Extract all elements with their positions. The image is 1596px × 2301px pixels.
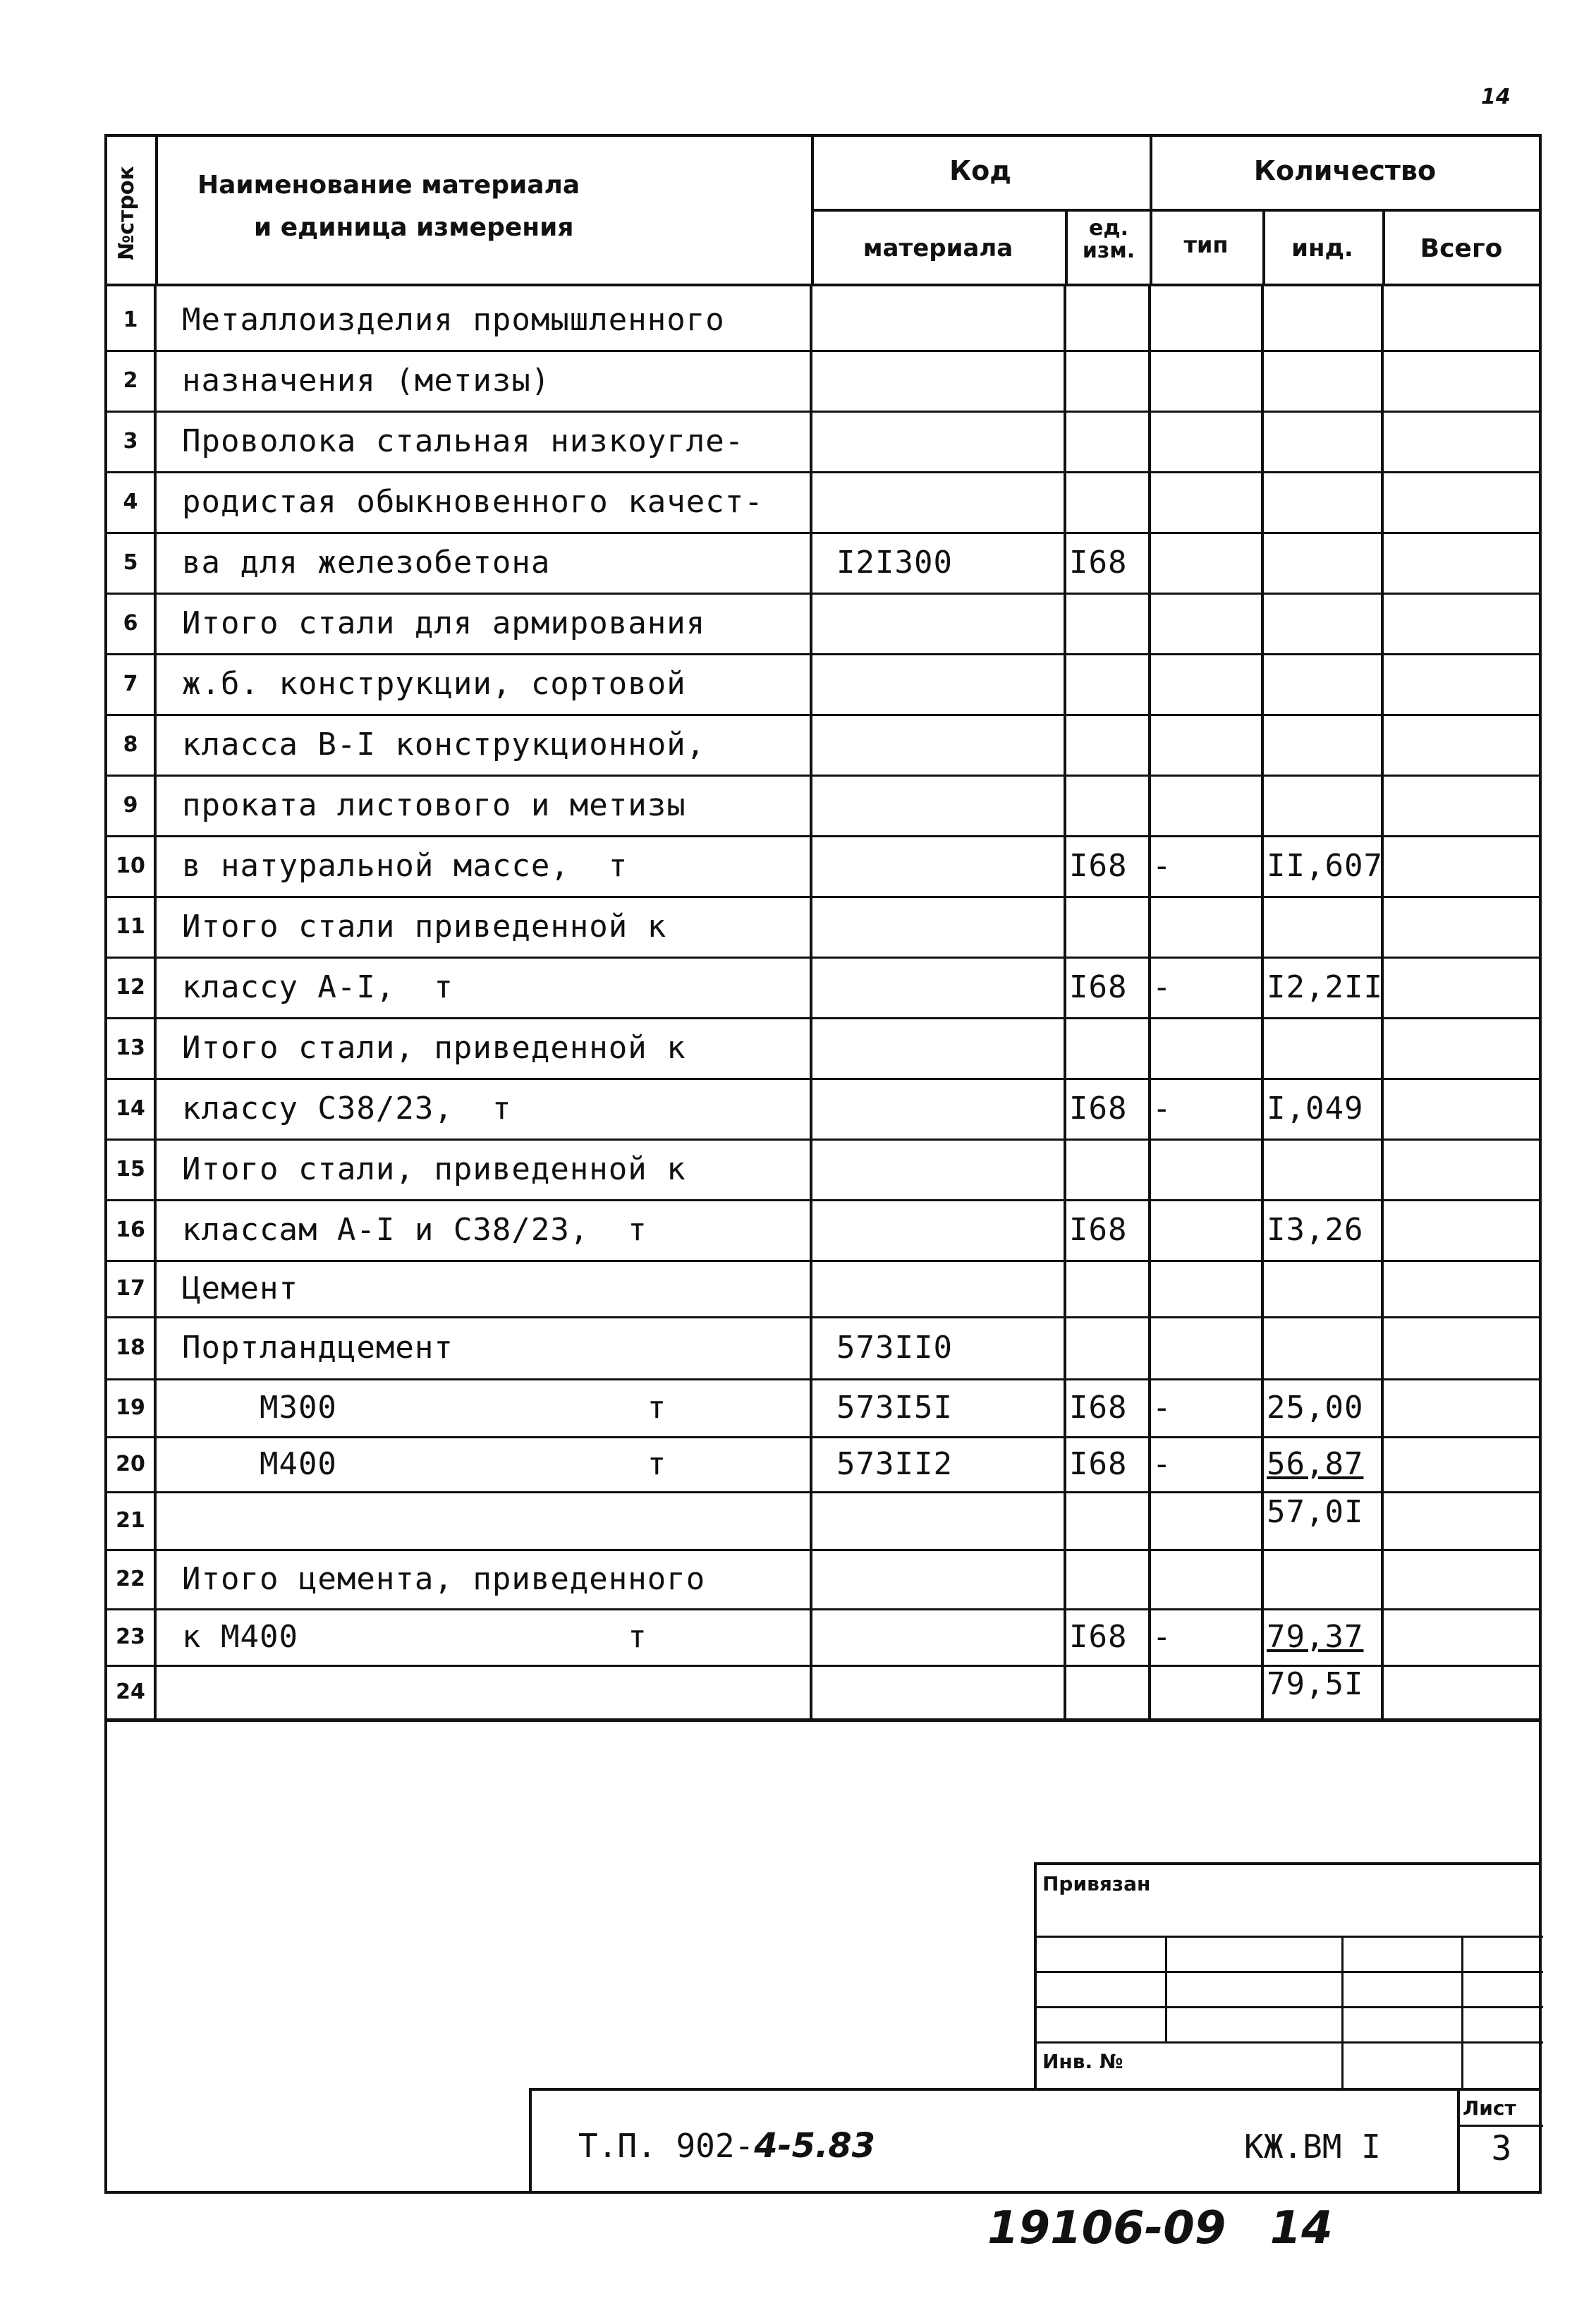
material-code [811, 653, 1090, 714]
document-number [578, 2126, 875, 2166]
material-code [811, 1199, 1090, 1260]
quantity-type [1150, 1017, 1265, 1078]
quantity-type [1150, 593, 1265, 653]
quantity-type [1150, 714, 1265, 775]
table-row [106, 1199, 1540, 1262]
material-name: Итого цемента, приведенного [182, 1560, 706, 1597]
quantity-type [1150, 350, 1265, 411]
table-row [106, 471, 1540, 534]
material-code [811, 1260, 1090, 1316]
quantity-type [1150, 1139, 1265, 1199]
quantity-type [1150, 471, 1265, 532]
table-row [106, 1436, 1540, 1493]
table-row [106, 1078, 1540, 1141]
material-name: Итого стали, приведенной к [182, 1150, 686, 1187]
unit-code [1065, 1665, 1154, 1718]
unit-code [1065, 1491, 1154, 1549]
table-row [106, 1017, 1540, 1080]
archive-number-main: 19106-09 [987, 2202, 1226, 2254]
table-row [106, 289, 1540, 352]
quantity-ind [1262, 1139, 1387, 1199]
quantity-total [1382, 775, 1560, 835]
quantity-ind: 57,0I [1267, 1494, 1364, 1530]
material-code [811, 1017, 1090, 1078]
quantity-type: - [1152, 1389, 1172, 1426]
quantity-type: - [1152, 847, 1172, 884]
table-row [106, 1260, 1540, 1318]
quantity-ind: 79,37 [1267, 1618, 1364, 1655]
row-number: 15 [116, 1156, 145, 1182]
table-row [106, 957, 1540, 1019]
quantity-type [1150, 1491, 1265, 1549]
quantity-ind [1262, 896, 1387, 957]
row-number: 21 [116, 1507, 145, 1533]
material-code [811, 835, 1090, 896]
unit-code [1065, 1316, 1154, 1378]
table-row [106, 411, 1540, 473]
quantity-ind [1262, 411, 1387, 471]
unit-code [1065, 289, 1154, 350]
quantity-ind [1262, 471, 1387, 532]
material-name [162, 1491, 831, 1549]
table-row [106, 835, 1540, 898]
row-number: 13 [116, 1035, 145, 1060]
row-number: 22 [116, 1566, 145, 1591]
table-row [106, 653, 1540, 716]
material-code [811, 1078, 1090, 1139]
row-number: 5 [123, 550, 138, 575]
material-code [811, 289, 1090, 350]
document-number-handwritten: 4-5.83 [754, 2126, 875, 2166]
quantity-type [1150, 653, 1265, 714]
quantity-total [1382, 896, 1560, 957]
row-number: 8 [123, 731, 138, 757]
row-number: 24 [116, 1679, 145, 1704]
name-header-line1: Наименование материала [197, 171, 580, 200]
quantity-total [1382, 289, 1560, 350]
quantity-ind [1262, 1316, 1387, 1378]
quantity-ind [1262, 653, 1387, 714]
quantity-total [1382, 350, 1560, 411]
quantity-total [1382, 1608, 1560, 1665]
material-name: Итого стали приведенной к [182, 908, 667, 945]
table-row [106, 714, 1540, 777]
table-row [106, 1608, 1540, 1667]
material-code [811, 471, 1090, 532]
row-number: 7 [123, 671, 138, 696]
unit-code [1065, 411, 1154, 471]
archive-page: 14 [1269, 2202, 1333, 2254]
quantity-type [1150, 1665, 1265, 1718]
quantity-type [1150, 896, 1265, 957]
material-code [811, 775, 1090, 835]
material-name: классу С38/23, т [182, 1090, 512, 1127]
quantity-ind [1262, 1017, 1387, 1078]
row-number: 19 [116, 1395, 145, 1420]
unit-code [1065, 714, 1154, 775]
quantity-total [1382, 835, 1560, 896]
code-material-header: материала [863, 234, 1013, 262]
row-number: 16 [116, 1217, 145, 1242]
unit-code [1065, 896, 1154, 957]
quantity-ind [1262, 593, 1387, 653]
material-code [811, 411, 1090, 471]
material-name: Итого стали, приведенной к [182, 1029, 686, 1066]
quantity-type: - [1152, 1618, 1172, 1655]
material-name: проката листового и метизы [182, 787, 686, 823]
quantity-ind [1262, 714, 1387, 775]
unit-code [1065, 653, 1154, 714]
document-number-print: Т.П. 902- [578, 2127, 755, 2165]
name-header-line2: и единица измерения [254, 213, 574, 242]
quantity-type [1150, 1199, 1265, 1260]
material-code: 573II2 [836, 1445, 953, 1482]
quantity-total [1382, 714, 1560, 775]
sheet-label: Лист [1463, 2096, 1516, 2120]
table-row [106, 775, 1540, 837]
table-row [106, 896, 1540, 959]
row-number: 9 [123, 792, 138, 818]
material-code [811, 593, 1090, 653]
title-block-main [529, 2088, 1540, 2191]
quantity-type [1150, 775, 1265, 835]
quantity-total [1382, 1316, 1560, 1378]
quantity-total [1382, 1078, 1560, 1139]
quantity-total [1382, 1491, 1560, 1549]
quantity-total [1382, 1665, 1560, 1718]
material-code: I2I300 [836, 544, 953, 581]
quantity-total-header: Всего [1420, 234, 1503, 263]
unit-code [1065, 350, 1154, 411]
row-number: 3 [123, 428, 138, 454]
quantity-ind [1262, 775, 1387, 835]
code-unit-header: ед. изм. [1082, 216, 1135, 263]
quantity-total [1382, 411, 1560, 471]
unit-code [1065, 1549, 1154, 1608]
quantity-total [1382, 1549, 1560, 1608]
quantity-type [1150, 289, 1265, 350]
quantity-type [1150, 411, 1265, 471]
quantity-type [1150, 1260, 1265, 1316]
quantity-total [1382, 1199, 1560, 1260]
row-number: 23 [116, 1624, 145, 1649]
corner-mark: 14 [1481, 85, 1511, 109]
material-code: 573I5I [836, 1389, 953, 1426]
quantity-total [1382, 1436, 1560, 1491]
drawing-code: КЖ.ВМ I [1244, 2127, 1381, 2166]
quantity-type: - [1152, 1090, 1172, 1127]
quantity-ind: 79,5I [1267, 1666, 1364, 1702]
row-number: 12 [116, 974, 145, 1000]
quantity-ind: 25,00 [1267, 1389, 1364, 1426]
quantity-group-header: Количество [1253, 155, 1437, 186]
material-name: Итого стали для армирования [182, 605, 706, 641]
unit-code [1065, 593, 1154, 653]
row-number: 1 [123, 307, 138, 332]
material-name: назначения (метизы) [182, 362, 551, 399]
quantity-type-header: тип [1183, 231, 1229, 258]
material-name: Портландцемент [182, 1329, 453, 1366]
material-name: М300 т [182, 1389, 667, 1426]
archive-number [987, 2202, 1333, 2254]
material-code [811, 350, 1090, 411]
quantity-ind-header: инд. [1291, 234, 1353, 262]
unit-code [1065, 775, 1154, 835]
table-bottom-border [104, 2191, 1542, 2194]
inventory-number-label: Инв. № [1042, 2050, 1123, 2073]
material-name: ва для железобетона [182, 544, 551, 581]
row-number: 18 [116, 1335, 145, 1360]
row-number: 11 [116, 913, 145, 939]
unit-code [1065, 1260, 1154, 1316]
quantity-total [1382, 1378, 1560, 1436]
unit-code: I68 [1069, 1090, 1128, 1127]
table-row [106, 1316, 1540, 1380]
material-name: класса В-I конструкционной, [182, 726, 706, 763]
quantity-type [1150, 1316, 1265, 1378]
quantity-ind [1262, 350, 1387, 411]
quantity-total [1382, 1017, 1560, 1078]
row-number: 20 [116, 1451, 145, 1476]
material-name [162, 1665, 831, 1718]
table-row [106, 350, 1540, 413]
title-block-linked [1034, 1862, 1540, 2088]
unit-code: I68 [1069, 1389, 1128, 1426]
table-row [106, 1378, 1540, 1438]
sheet-number: 3 [1491, 2129, 1512, 2168]
material-code [811, 1549, 1090, 1608]
quantity-ind: I2,2II [1267, 969, 1383, 1005]
table-header [106, 135, 1540, 286]
unit-code: I68 [1069, 1445, 1128, 1482]
table-row [106, 593, 1540, 655]
table-row [106, 532, 1540, 595]
unit-code: I68 [1069, 847, 1128, 884]
material-code [811, 714, 1090, 775]
linked-label: Привязан [1042, 1872, 1151, 1895]
table-row [106, 1665, 1540, 1722]
table-row [106, 1549, 1540, 1610]
unit-code [1065, 1139, 1154, 1199]
material-code [811, 1665, 1090, 1718]
unit-code: I68 [1069, 544, 1128, 581]
quantity-total [1382, 532, 1560, 593]
quantity-type [1150, 532, 1265, 593]
row-number-header: №строк [114, 166, 139, 260]
unit-code: I68 [1069, 1618, 1128, 1655]
quantity-ind [1262, 532, 1387, 593]
unit-code [1065, 471, 1154, 532]
quantity-type: - [1152, 969, 1172, 1005]
material-code [811, 896, 1090, 957]
row-number: 17 [116, 1275, 145, 1301]
quantity-ind [1262, 289, 1387, 350]
material-name: ж.б. конструкции, сортовой [182, 665, 686, 702]
material-name: Проволока стальная низкоугле- [182, 423, 745, 459]
material-name: родистая обыкновенного качест- [182, 483, 764, 520]
row-number: 2 [123, 368, 138, 393]
material-code: 573II0 [836, 1329, 953, 1366]
material-name: М400 т [182, 1445, 667, 1482]
row-number: 10 [116, 853, 145, 878]
material-code [811, 957, 1090, 1017]
quantity-total [1382, 1260, 1560, 1316]
quantity-ind: I,049 [1267, 1090, 1364, 1127]
table-row [106, 1139, 1540, 1201]
quantity-total [1382, 471, 1560, 532]
row-number: 14 [116, 1095, 145, 1121]
quantity-ind: 56,87 [1267, 1445, 1364, 1482]
material-name: классам А-I и С38/23, т [182, 1211, 647, 1248]
quantity-ind [1262, 1260, 1387, 1316]
quantity-ind: I3,26 [1267, 1211, 1364, 1248]
quantity-ind [1262, 1549, 1387, 1608]
material-code [811, 1491, 1090, 1549]
material-name: в натуральной массе, т [182, 847, 628, 884]
row-number: 4 [123, 489, 138, 514]
table-row [106, 1491, 1540, 1551]
row-number: 6 [123, 610, 138, 636]
quantity-type: - [1152, 1445, 1172, 1482]
material-code [811, 1608, 1090, 1665]
material-name: к М400 т [182, 1618, 647, 1655]
quantity-total [1382, 653, 1560, 714]
material-code [811, 1139, 1090, 1199]
unit-code: I68 [1069, 969, 1128, 1005]
quantity-ind: II,607 [1267, 847, 1383, 884]
quantity-total [1382, 1139, 1560, 1199]
quantity-type [1150, 1549, 1265, 1608]
code-group-header: Код [949, 155, 1011, 186]
unit-code: I68 [1069, 1211, 1128, 1248]
quantity-total [1382, 957, 1560, 1017]
unit-code [1065, 1017, 1154, 1078]
material-name: Металлоизделия промышленного [182, 301, 725, 338]
material-name: классу А-I, т [182, 969, 453, 1005]
material-name: Цемент [182, 1270, 298, 1306]
quantity-total [1382, 593, 1560, 653]
